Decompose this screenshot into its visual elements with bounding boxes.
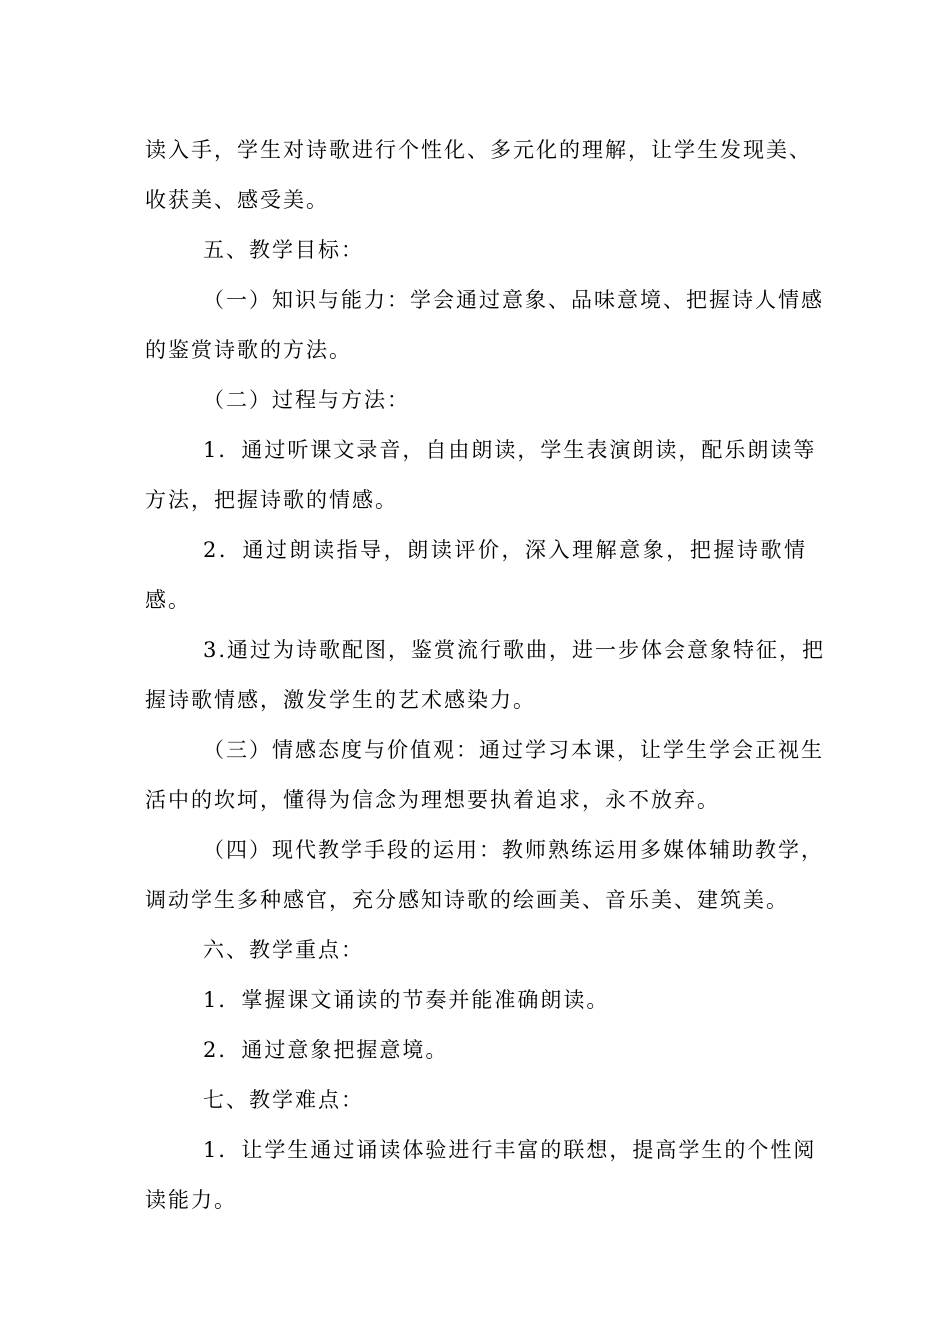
paragraph-line: 1．通过听课文录音，自由朗读，学生表演朗读，配乐朗读等 [203,438,817,462]
paragraph-line: 1．让学生通过诵读体验进行丰富的联想，提高学生的个性阅 [203,1138,817,1162]
paragraph-line: 方法，把握诗歌的情感。 [145,488,398,512]
paragraph-line: 活中的坎坷，懂得为信念为理想要执着追求，永不放弃。 [145,788,720,812]
paragraph-line: 握诗歌情感，激发学生的艺术感染力。 [145,688,536,712]
subsection-heading: （二）过程与方法： [203,388,410,412]
paragraph-line: 2．通过意象把握意境。 [203,1038,449,1062]
paragraph-line: （一）知识与能力：学会通过意象、品味意境、把握诗人情感 [203,288,824,312]
paragraph-line: （四）现代教学手段的运用：教师熟练运用多媒体辅助教学， [203,838,824,862]
section-heading: 七、教学难点： [203,1088,364,1112]
section-heading: 五、教学目标： [203,238,364,262]
paragraph-line: 收获美、感受美。 [145,188,329,212]
paragraph-line: 的鉴赏诗歌的方法。 [145,338,352,362]
paragraph-line: 读入手，学生对诗歌进行个性化、多元化的理解，让学生发现美、 [145,138,812,162]
paragraph-line: 调动学生多种感官，充分感知诗歌的绘画美、音乐美、建筑美。 [145,888,789,912]
paragraph-line: 1．掌握课文诵读的节奏并能准确朗读。 [203,988,610,1012]
paragraph-line: 感。 [145,588,191,612]
paragraph-line: 2．通过朗读指导，朗读评价，深入理解意象，把握诗歌情 [203,538,807,562]
section-heading: 六、教学重点： [203,938,364,962]
paragraph-line: （三）情感态度与价值观：通过学习本课，让学生学会正视生 [203,738,824,762]
paragraph-line: 3.通过为诗歌配图，鉴赏流行歌曲，进一步体会意象特征，把 [203,638,826,662]
paragraph-line: 读能力。 [145,1188,237,1212]
